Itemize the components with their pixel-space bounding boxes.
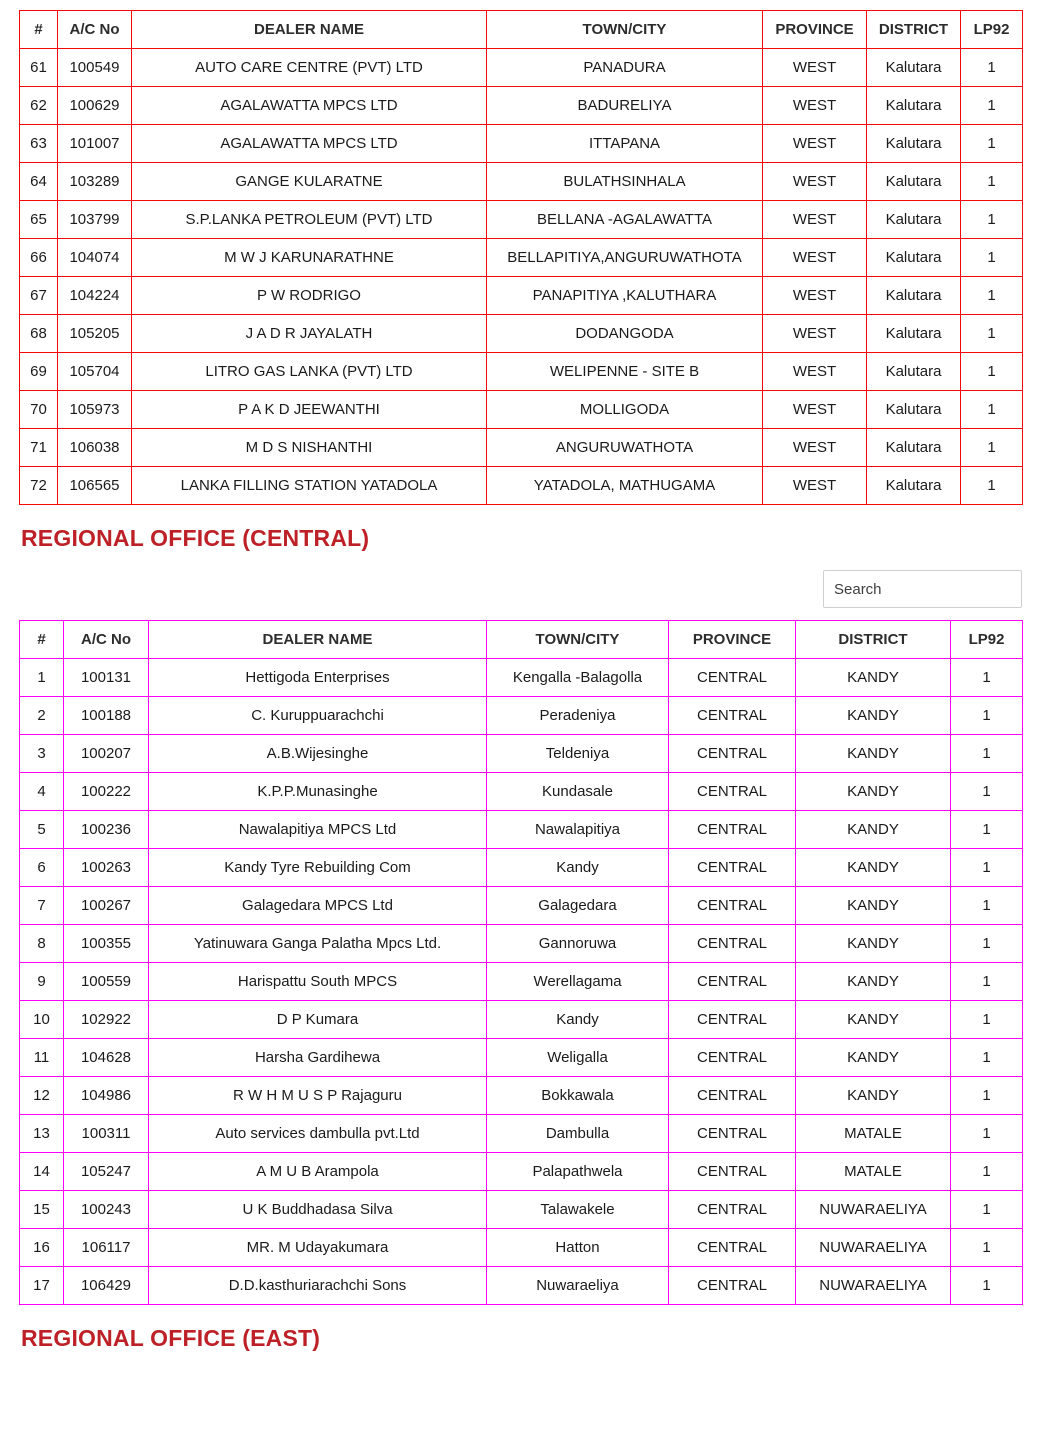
table-cell: Kundasale: [487, 773, 669, 811]
table-cell: CENTRAL: [669, 849, 796, 887]
table-cell: Kalutara: [867, 353, 961, 391]
table-cell: 104074: [58, 239, 132, 277]
table-cell: KANDY: [796, 697, 951, 735]
table-cell: 104224: [58, 277, 132, 315]
table-cell: MR. M Udayakumara: [149, 1229, 487, 1267]
table-cell: Kalutara: [867, 239, 961, 277]
table-cell: CENTRAL: [669, 1267, 796, 1305]
table-cell: 7: [20, 887, 64, 925]
table-cell: AGALAWATTA MPCS LTD: [132, 87, 487, 125]
table-cell: 1: [961, 467, 1023, 505]
column-header-town-city[interactable]: TOWN/CITY: [487, 621, 669, 659]
table-cell: CENTRAL: [669, 887, 796, 925]
table-cell: 3: [20, 735, 64, 773]
table-cell: 100267: [64, 887, 149, 925]
table-cell: Palapathwela: [487, 1153, 669, 1191]
table-row: [20, 1153, 1023, 1191]
table-cell: CENTRAL: [669, 963, 796, 1001]
table-cell: 70: [20, 391, 58, 429]
table-cell: 5: [20, 811, 64, 849]
table-row: [20, 1115, 1023, 1153]
table-cell: Dambulla: [487, 1115, 669, 1153]
table-cell: K.P.P.Munasinghe: [149, 773, 487, 811]
table-cell: M W J KARUNARATHNE: [132, 239, 487, 277]
table-cell: 15: [20, 1191, 64, 1229]
table-cell: CENTRAL: [669, 1191, 796, 1229]
table-cell: 1: [961, 315, 1023, 353]
table-cell: 100629: [58, 87, 132, 125]
table-cell: Kengalla -Balagolla: [487, 659, 669, 697]
table-cell: 1: [961, 239, 1023, 277]
table-cell: 1: [951, 659, 1023, 697]
table-cell: Teldeniya: [487, 735, 669, 773]
table-row: [20, 1229, 1023, 1267]
column-header-a-c-no[interactable]: A/C No: [64, 621, 149, 659]
table-cell: 1: [961, 125, 1023, 163]
table-row: [20, 735, 1023, 773]
table-cell: 2: [20, 697, 64, 735]
table-cell: ITTAPANA: [487, 125, 763, 163]
table-row: [20, 315, 1023, 353]
table-cell: 106038: [58, 429, 132, 467]
table-cell: WEST: [763, 49, 867, 87]
table-cell: 105973: [58, 391, 132, 429]
table-cell: 104628: [64, 1039, 149, 1077]
table-cell: WEST: [763, 201, 867, 239]
column-header-province[interactable]: PROVINCE: [763, 11, 867, 49]
table-cell: PANAPITIYA ,KALUTHARA: [487, 277, 763, 315]
table-cell: C. Kuruppuarachchi: [149, 697, 487, 735]
table-row: [20, 201, 1023, 239]
table-cell: CENTRAL: [669, 1115, 796, 1153]
table-cell: 106429: [64, 1267, 149, 1305]
table-cell: Nuwaraeliya: [487, 1267, 669, 1305]
table-cell: KANDY: [796, 659, 951, 697]
table-cell: CENTRAL: [669, 735, 796, 773]
table-cell: 100559: [64, 963, 149, 1001]
table-header-row: [20, 621, 1023, 659]
table-cell: Bokkawala: [487, 1077, 669, 1115]
table-cell: Kandy Tyre Rebuilding Com: [149, 849, 487, 887]
table-cell: BELLANA -AGALAWATTA: [487, 201, 763, 239]
table-cell: 69: [20, 353, 58, 391]
table-cell: 6: [20, 849, 64, 887]
table-cell: Gannoruwa: [487, 925, 669, 963]
table-row: [20, 1001, 1023, 1039]
table-cell: 106117: [64, 1229, 149, 1267]
table-row: [20, 811, 1023, 849]
table-cell: 67: [20, 277, 58, 315]
table-cell: AUTO CARE CENTRE (PVT) LTD: [132, 49, 487, 87]
table-cell: 1: [951, 1115, 1023, 1153]
table-cell: Kalutara: [867, 125, 961, 163]
table-cell: Kalutara: [867, 467, 961, 505]
table-cell: WEST: [763, 391, 867, 429]
table-cell: 71: [20, 429, 58, 467]
column-header-town-city[interactable]: TOWN/CITY: [487, 11, 763, 49]
table-cell: 14: [20, 1153, 64, 1191]
table-cell: 1: [961, 49, 1023, 87]
table-cell: CENTRAL: [669, 1077, 796, 1115]
table-row: [20, 163, 1023, 201]
table-cell: 1: [961, 163, 1023, 201]
table-cell: 104986: [64, 1077, 149, 1115]
table-cell: Kalutara: [867, 429, 961, 467]
table-cell: 1: [951, 1077, 1023, 1115]
table-cell: 100236: [64, 811, 149, 849]
column-header-province[interactable]: PROVINCE: [669, 621, 796, 659]
column-header-district[interactable]: DISTRICT: [867, 11, 961, 49]
table-cell: YATADOLA, MATHUGAMA: [487, 467, 763, 505]
table-cell: CENTRAL: [669, 925, 796, 963]
table-cell: Kalutara: [867, 201, 961, 239]
table-cell: 1: [951, 697, 1023, 735]
table-cell: 1: [951, 1229, 1023, 1267]
bottom-spacer: [0, 1352, 1059, 1390]
table-row: [20, 353, 1023, 391]
table-cell: 66: [20, 239, 58, 277]
table-cell: KANDY: [796, 887, 951, 925]
table-cell: R W H M U S P Rajaguru: [149, 1077, 487, 1115]
table-cell: 11: [20, 1039, 64, 1077]
table-row: [20, 659, 1023, 697]
table-cell: U K Buddhadasa Silva: [149, 1191, 487, 1229]
table-cell: Peradeniya: [487, 697, 669, 735]
table-cell: 63: [20, 125, 58, 163]
column-header-[interactable]: #: [20, 11, 58, 49]
table-cell: 1: [951, 735, 1023, 773]
column-header-dealer-name[interactable]: DEALER NAME: [132, 11, 487, 49]
table-cell: Yatinuwara Ganga Palatha Mpcs Ltd.: [149, 925, 487, 963]
table-cell: 1: [961, 277, 1023, 315]
table-cell: A M U B Arampola: [149, 1153, 487, 1191]
search-input[interactable]: [823, 570, 1022, 608]
table-cell: Hettigoda Enterprises: [149, 659, 487, 697]
table-cell: 103799: [58, 201, 132, 239]
table-cell: M D S NISHANTHI: [132, 429, 487, 467]
table-cell: 105247: [64, 1153, 149, 1191]
table-cell: WEST: [763, 163, 867, 201]
table-cell: Talawakele: [487, 1191, 669, 1229]
table-cell: Weligalla: [487, 1039, 669, 1077]
table-cell: 9: [20, 963, 64, 1001]
table-row: [20, 87, 1023, 125]
table-cell: KANDY: [796, 1039, 951, 1077]
table-cell: 1: [961, 353, 1023, 391]
table-cell: KANDY: [796, 773, 951, 811]
table-row: [20, 1191, 1023, 1229]
table-cell: 102922: [64, 1001, 149, 1039]
column-header-[interactable]: #: [20, 621, 64, 659]
table-cell: Galagedara: [487, 887, 669, 925]
table-cell: 100263: [64, 849, 149, 887]
table-cell: NUWARAELIYA: [796, 1267, 951, 1305]
table-cell: 105205: [58, 315, 132, 353]
table-row: [20, 49, 1023, 87]
table-header-row: [20, 11, 1023, 49]
table-cell: WEST: [763, 429, 867, 467]
table-cell: 100311: [64, 1115, 149, 1153]
table-row: [20, 697, 1023, 735]
table-cell: 1: [951, 925, 1023, 963]
table-cell: LITRO GAS LANKA (PVT) LTD: [132, 353, 487, 391]
table-row: [20, 849, 1023, 887]
table-cell: 1: [951, 963, 1023, 1001]
table-cell: 106565: [58, 467, 132, 505]
table-cell: Kalutara: [867, 391, 961, 429]
table-cell: CENTRAL: [669, 773, 796, 811]
table-cell: 17: [20, 1267, 64, 1305]
table-row: [20, 429, 1023, 467]
table-cell: S.P.LANKA PETROLEUM (PVT) LTD: [132, 201, 487, 239]
table-cell: 1: [951, 887, 1023, 925]
table-cell: D.D.kasthuriarachchi Sons: [149, 1267, 487, 1305]
table-cell: 1: [951, 1153, 1023, 1191]
table-cell: 100188: [64, 697, 149, 735]
dealer-table-central: [19, 620, 1023, 1305]
table-cell: NUWARAELIYA: [796, 1191, 951, 1229]
table-row: [20, 925, 1023, 963]
table-row: [20, 391, 1023, 429]
table-cell: 61: [20, 49, 58, 87]
table-cell: Kandy: [487, 849, 669, 887]
table-row: [20, 125, 1023, 163]
table-cell: WELIPENNE - SITE B: [487, 353, 763, 391]
table-row: [20, 239, 1023, 277]
table-cell: 100355: [64, 925, 149, 963]
table-cell: D P Kumara: [149, 1001, 487, 1039]
table-cell: DODANGODA: [487, 315, 763, 353]
column-header-lp92[interactable]: LP92: [951, 621, 1023, 659]
table-cell: Auto services dambulla pvt.Ltd: [149, 1115, 487, 1153]
table-cell: GANGE KULARATNE: [132, 163, 487, 201]
table-cell: CENTRAL: [669, 1229, 796, 1267]
table-cell: 12: [20, 1077, 64, 1115]
table-cell: Harsha Gardihewa: [149, 1039, 487, 1077]
column-header-district[interactable]: DISTRICT: [796, 621, 951, 659]
table-cell: Kalutara: [867, 277, 961, 315]
table-cell: WEST: [763, 353, 867, 391]
table-cell: NUWARAELIYA: [796, 1229, 951, 1267]
table-cell: 1: [961, 391, 1023, 429]
table-cell: 13: [20, 1115, 64, 1153]
section-heading-east: REGIONAL OFFICE (EAST): [21, 1325, 321, 1351]
table-cell: 100243: [64, 1191, 149, 1229]
table-row: [20, 773, 1023, 811]
table-cell: Hatton: [487, 1229, 669, 1267]
table-cell: 1: [951, 1191, 1023, 1229]
table-cell: MOLLIGODA: [487, 391, 763, 429]
table-cell: MATALE: [796, 1153, 951, 1191]
page: [0, 10, 1059, 1430]
table-cell: CENTRAL: [669, 1039, 796, 1077]
search-row: [19, 570, 1022, 608]
table-cell: WEST: [763, 125, 867, 163]
table-cell: 10: [20, 1001, 64, 1039]
table-cell: Kalutara: [867, 163, 961, 201]
table-row: [20, 963, 1023, 1001]
table-cell: 1: [20, 659, 64, 697]
table-cell: 68: [20, 315, 58, 353]
table-cell: J A D R JAYALATH: [132, 315, 487, 353]
table-cell: BADURELIYA: [487, 87, 763, 125]
table-cell: 100207: [64, 735, 149, 773]
table-cell: KANDY: [796, 1001, 951, 1039]
table-row: [20, 1267, 1023, 1305]
table-cell: KANDY: [796, 735, 951, 773]
table-cell: WEST: [763, 239, 867, 277]
table-cell: 1: [951, 1001, 1023, 1039]
table-cell: 100549: [58, 49, 132, 87]
table-cell: 64: [20, 163, 58, 201]
table-cell: 100222: [64, 773, 149, 811]
table-cell: LANKA FILLING STATION YATADOLA: [132, 467, 487, 505]
column-header-a-c-no[interactable]: A/C No: [58, 11, 132, 49]
table-cell: Kalutara: [867, 315, 961, 353]
table-cell: Nawalapitiya: [487, 811, 669, 849]
table-cell: Galagedara MPCS Ltd: [149, 887, 487, 925]
table-cell: 1: [961, 429, 1023, 467]
table-cell: Kalutara: [867, 49, 961, 87]
table-cell: BELLAPITIYA,ANGURUWATHOTA: [487, 239, 763, 277]
table-cell: BULATHSINHALA: [487, 163, 763, 201]
table-cell: A.B.Wijesinghe: [149, 735, 487, 773]
table-cell: 100131: [64, 659, 149, 697]
table-row: [20, 887, 1023, 925]
table-cell: MATALE: [796, 1115, 951, 1153]
table-cell: 1: [961, 201, 1023, 239]
table-cell: 1: [951, 773, 1023, 811]
table-cell: CENTRAL: [669, 811, 796, 849]
table-cell: KANDY: [796, 811, 951, 849]
table-cell: 72: [20, 467, 58, 505]
table-cell: 1: [951, 849, 1023, 887]
table-cell: 1: [951, 1039, 1023, 1077]
table-cell: KANDY: [796, 963, 951, 1001]
table-cell: CENTRAL: [669, 697, 796, 735]
table-cell: 16: [20, 1229, 64, 1267]
table-cell: KANDY: [796, 1077, 951, 1115]
table-cell: Kandy: [487, 1001, 669, 1039]
table-cell: KANDY: [796, 849, 951, 887]
table-row: [20, 277, 1023, 315]
table-cell: WEST: [763, 467, 867, 505]
table-cell: 1: [961, 87, 1023, 125]
table-cell: Werellagama: [487, 963, 669, 1001]
table-cell: P W RODRIGO: [132, 277, 487, 315]
table-cell: 101007: [58, 125, 132, 163]
table-cell: KANDY: [796, 925, 951, 963]
table-row: [20, 1077, 1023, 1115]
table-cell: PANADURA: [487, 49, 763, 87]
table-row: [20, 467, 1023, 505]
table-cell: ANGURUWATHOTA: [487, 429, 763, 467]
table-cell: AGALAWATTA MPCS LTD: [132, 125, 487, 163]
table-cell: Nawalapitiya MPCS Ltd: [149, 811, 487, 849]
table-cell: WEST: [763, 315, 867, 353]
table-cell: 105704: [58, 353, 132, 391]
table-cell: 4: [20, 773, 64, 811]
table-cell: CENTRAL: [669, 1001, 796, 1039]
table-cell: CENTRAL: [669, 1153, 796, 1191]
table-cell: Harispattu South MPCS: [149, 963, 487, 1001]
table-cell: WEST: [763, 87, 867, 125]
dealer-table-west: [19, 10, 1023, 505]
column-header-dealer-name[interactable]: DEALER NAME: [149, 621, 487, 659]
table-cell: 1: [951, 811, 1023, 849]
table-cell: CENTRAL: [669, 659, 796, 697]
table-cell: 103289: [58, 163, 132, 201]
table-cell: P A K D JEEWANTHI: [132, 391, 487, 429]
table-cell: Kalutara: [867, 87, 961, 125]
table-cell: WEST: [763, 277, 867, 315]
column-header-lp92[interactable]: LP92: [961, 11, 1023, 49]
table-cell: 8: [20, 925, 64, 963]
section-heading-central: REGIONAL OFFICE (CENTRAL): [21, 525, 370, 551]
table-cell: 1: [951, 1267, 1023, 1305]
table-cell: 65: [20, 201, 58, 239]
table-cell: 62: [20, 87, 58, 125]
table-row: [20, 1039, 1023, 1077]
